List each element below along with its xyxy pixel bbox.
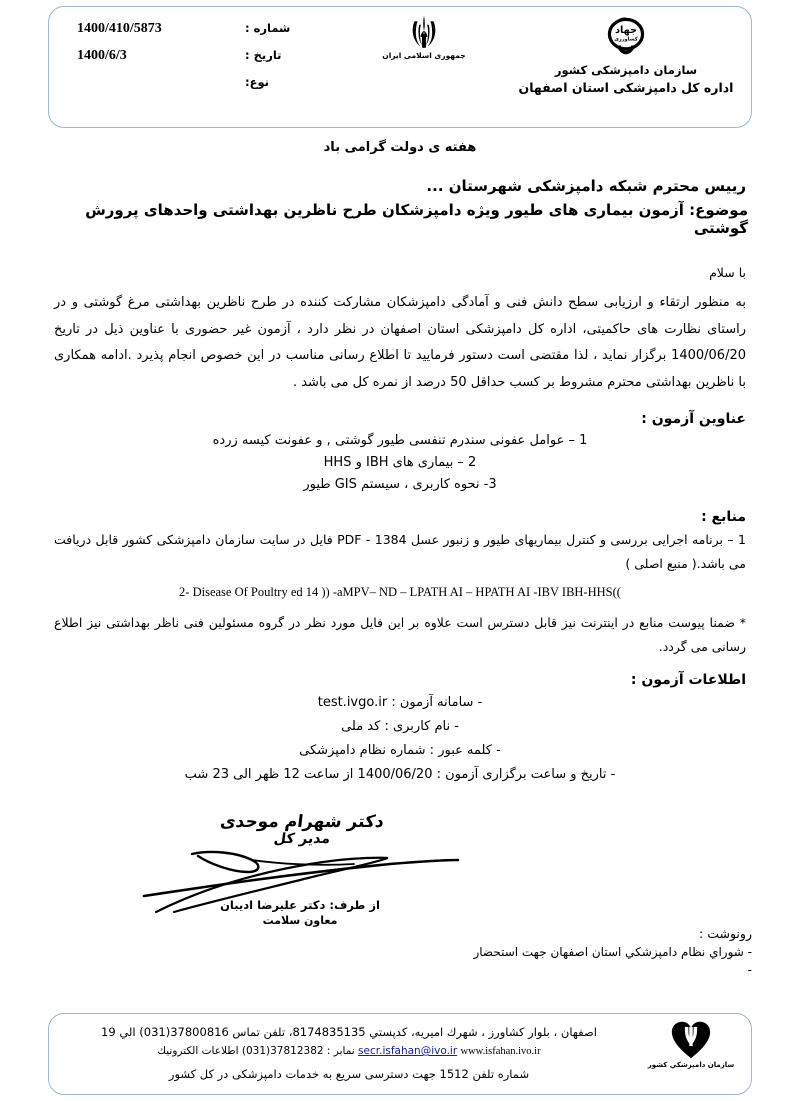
references-note: * ضمنا پیوست منابع در اینترنت نیز قابل دسترس است علاوه بر این فایل مورد نظر در گروه مسئولین فنی ناظر بهداشتی نیز اطلاع رسانی می گردد. (54, 614, 746, 655)
meta-label-type: نوع: (245, 75, 269, 89)
jihad-keshavarzi-logo-icon (603, 13, 649, 59)
svg-text:کشاورزی: کشاورزی (614, 36, 638, 43)
footer-fax-line (59, 1042, 639, 1061)
ivo-veterinary-organization-logo-icon (669, 1020, 713, 1060)
reference-item-1: 1 – برنامه اجرایی بررسی و کنترل بیماریهای طیور و زنبور عسل 1384 - PDF فایل در سایت سازمان دامپزشکی کشور قابل دریافت می باشد.( منبع اصلی ) (54, 531, 746, 572)
footer-box (48, 1013, 752, 1095)
islamic-republic-of-iran-emblem-icon (407, 13, 441, 49)
exam-info-password: - کلمه عبور : شماره نظام دامپزشکی (299, 742, 501, 758)
carbon-copy-section (422, 926, 752, 979)
letter-meta-fields (63, 21, 325, 89)
greeting-line: با سلام (709, 265, 746, 280)
meta-row-type (63, 75, 325, 89)
letterhead-box (48, 6, 752, 128)
iran-emblem-block (369, 13, 479, 60)
exam-info-portal: - سامانه آزمون : test.ivgo.ir (317, 694, 483, 710)
footer-contact-info (59, 1022, 639, 1084)
footer-hotline-line: شماره تلفن 1512 جهت دسترسی سریع به خدمات دامپزشکی در کل کشور (168, 1066, 530, 1081)
on-behalf-role: معاون سلامت (262, 914, 338, 927)
exam-info-title: اطلاعات آزمون : (630, 671, 746, 688)
topic-item-3: 3- نحوه کاربری ، سیستم GIS طیور (303, 477, 497, 493)
meta-label-date: تاریخ : (245, 48, 282, 62)
signature-area (0, 812, 800, 942)
meta-value-number: 1400/410/5873 (77, 21, 162, 36)
organization-name-national: سازمان دامپزشکی کشور (554, 63, 698, 77)
footer-fax-text: نمابر : 37812382(031) اطلاعات الكترونيك (157, 1045, 355, 1058)
svg-text:جهاد: جهاد (615, 25, 637, 37)
signatory-role: مدیر کل (272, 831, 332, 847)
government-week-slogan: هفته ی دولت گرامی باد (323, 140, 477, 155)
reference-item-2: 2- Disease Of Poultry ed 14 )) -aMPV– ND – LPATH AI – HPATH AI -IBV IBH-HHS(( (179, 585, 621, 600)
on-behalf-name: از طرف: دکتر علیرضا ادیبان (220, 898, 380, 912)
meta-row-date (63, 48, 325, 64)
letter-body (48, 140, 752, 787)
exam-info-datetime: - تاریخ و ساعت برگزاری آزمون : 1400/06/20 از ساعت 12 ظهر الی 23 شب (184, 766, 616, 782)
topics-title: عناوین آزمون : (641, 410, 746, 427)
topic-item-2: 2 – بیماری های IBH و HHS (323, 454, 477, 470)
exam-info-username: - نام کاربری : کد ملی (341, 718, 459, 734)
cc-item-2: - (747, 963, 752, 977)
emblem-caption: جمهوری اسلامی ایران (382, 51, 466, 60)
meta-value-date: 1400/6/3 (77, 48, 127, 63)
addressee-line: ریيس محترم شبکه دامپزشکی شهرستان ... (426, 177, 746, 195)
body-paragraph: به منظور ارتقاء و ارزیابی سطح دانش فنی و آمادگی دامپزشکان مشارکت کننده در طرح ناظرین بهداشتی مرغ گوشتی و در راستای نظارت های حاکمیتی، اداره کل دامپزشکی استان اصفهان در نظر دارد ، آزمون غیر حضوری با عناوین ذیل در تاریخ 1400/06/20 برگزار نماید ، لذا مقتضی است دستور فرمایید تا اطلاع رسانی مناسب در این خصوص انجام پذیرد .ادامه همکاری با ناظرین بهداشتی محترم مشروط بر کسب حداقل 50 درصد از نمره کل می باشد . (54, 295, 746, 390)
meta-label-number: شماره : (245, 21, 291, 35)
footer-address-line: اصفهان ، بلوار كشاورز ، شهرك اميريه، كدپستي 8174835135، تلفن تماس 37800816(031) الي 19 (101, 1025, 597, 1039)
signatory-name: دکتر شهرام موحدی (218, 812, 386, 832)
references-title: منابع : (701, 508, 746, 525)
organization-block (511, 11, 741, 97)
cc-item-1: - شوراي نظام دامپزشكي استان اصفهان جهت استحضار (473, 945, 752, 959)
subject-line: موضوع: آزمون بیماری های طیور ویژه دامپزشکان طرح ناظرین بهداشتی واحدهای پرورش گوشتی (85, 201, 748, 237)
meta-row-number (63, 21, 325, 37)
topic-item-1: 1 – عوامل عفونی سندرم تنفسی طیور گوشتی , و عفونت کیسه زرده (212, 432, 588, 448)
signatory-block (152, 812, 452, 847)
cc-title: رونوشت : (699, 926, 752, 941)
ivo-logo-block (645, 1020, 737, 1069)
footer-email-link[interactable]: secr.isfahan@ivo.ir (358, 1045, 458, 1058)
organization-name-provincial: اداره کل دامپزشکی استان اصفهان (518, 79, 734, 95)
ivo-caption: سازمان دامپزشكي كشور (647, 1061, 735, 1069)
footer-website-link[interactable]: www.isfahan.ivo.ir (460, 1046, 541, 1058)
